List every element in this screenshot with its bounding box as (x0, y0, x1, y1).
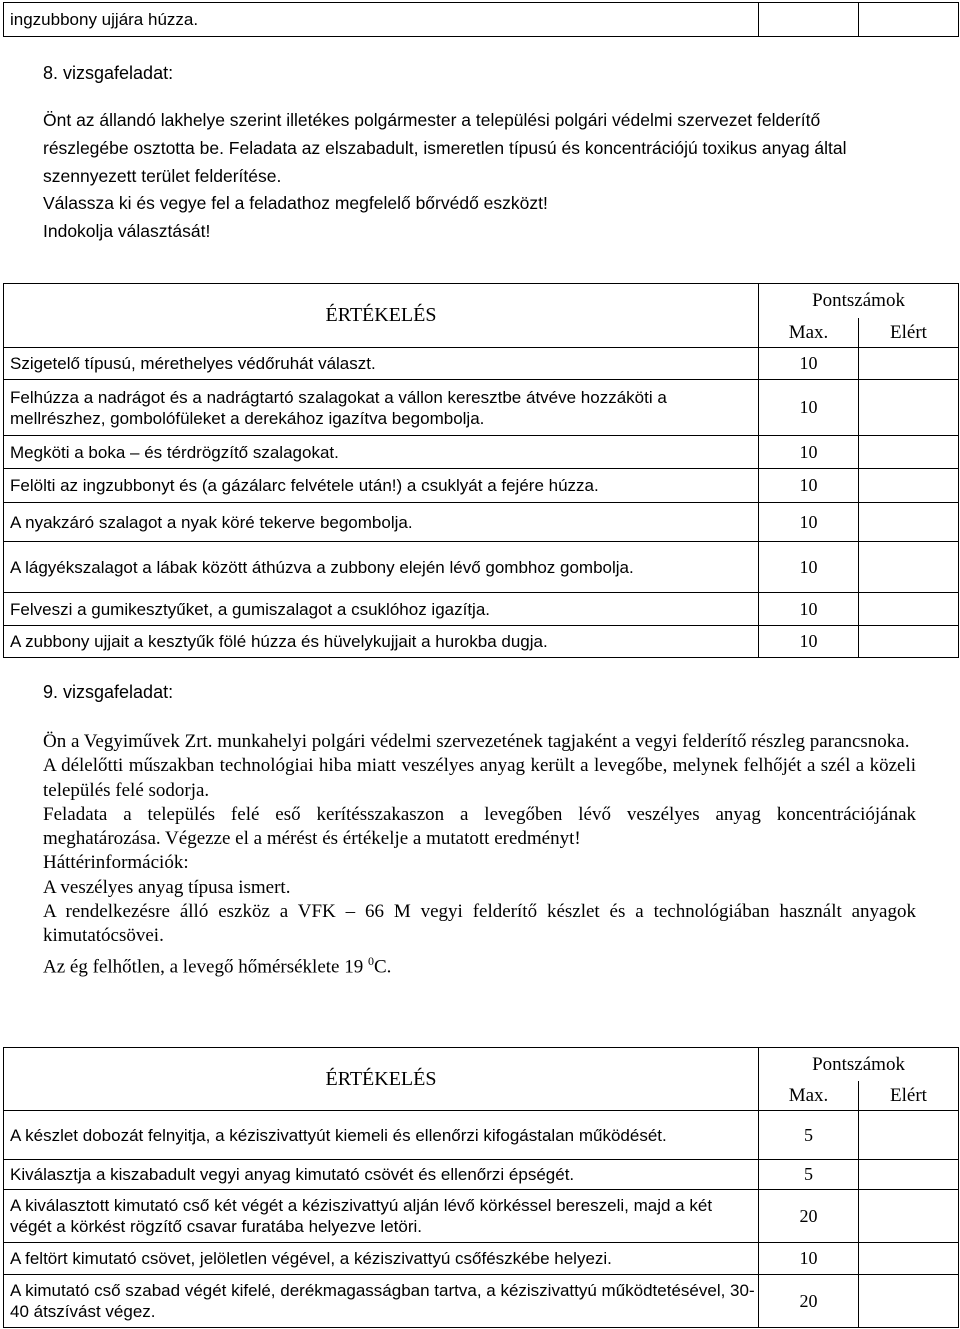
task9-paragraph: A veszélyes anyag típusa ismert. (43, 876, 291, 898)
criterion-max: 20 (759, 1190, 859, 1243)
task9-paragraph: Háttérinformációk: (43, 852, 189, 874)
task8-line: Önt az állandó lakhelye szerint illetékes polgármester a települési polgári védelmi szervezet felderítő (43, 110, 821, 130)
criterion-max: 10 (759, 503, 859, 542)
weather-unit: C. (374, 956, 392, 977)
criterion-text: Megköti a boka – és térdrögzítő szalagokat. (4, 436, 759, 469)
criterion-max: 10 (759, 1243, 859, 1275)
criterion-max: 5 (759, 1111, 859, 1160)
achieved-header: Elért (859, 1081, 959, 1111)
criterion-achieved (859, 348, 959, 380)
criterion-text: A lágyékszalagot a lábak között áthúzva a zubbony elején lévő gombhoz gombolja. (4, 542, 759, 593)
task8-line: szennyezett terület felderítése. (43, 166, 282, 186)
weather-text: Az ég felhőtlen, a levegő hőmérséklete 19 (43, 956, 368, 977)
criterion-achieved (859, 626, 959, 658)
criterion-text: A készlet dobozát felnyitja, a kéziszivattyút kiemeli és ellenőrzi kifogástalan működését. (4, 1111, 759, 1160)
task9-paragraph: A délelőtti műszakban technológiai hiba miatt veszélyes anyag került a levegőbe, melynek felhőjét a szél a közeli település felé sodorja. (43, 755, 916, 801)
task9-body (43, 730, 916, 979)
criterion-max: 10 (759, 380, 859, 436)
top-row-max (759, 3, 859, 37)
max-header: Max. (759, 318, 859, 348)
criterion-achieved (859, 380, 959, 436)
criterion-max: 10 (759, 436, 859, 469)
evaluation-header: ÉRTÉKELÉS (4, 284, 759, 348)
task9-paragraph: Feladata a település felé eső kerítésszakaszon a levegőben lévő veszélyes anyag koncentrációjának meghatározása. Végezze el a mérést és értékelje a mutatott eredményt! (43, 803, 916, 850)
criterion-text: A kimutató cső szabad végét kifelé, derékmagasságban tartva, a kéziszivattyú működtetésével, 30-40 átszívást végez. (4, 1275, 759, 1328)
criterion-max: 5 (759, 1160, 859, 1190)
criterion-achieved (859, 436, 959, 469)
task8-title: 8. vizsgafeladat: (43, 63, 174, 83)
task9-paragraph: A rendelkezésre álló eszköz a VFK – 66 M vegyi felderítő készlet és a technológiában használt anyagok kimutatócsövei. (43, 901, 916, 947)
top-row-text: ingzubbony ujjára húzza. (4, 3, 759, 37)
criterion-text: A zubbony ujjait a kesztyűk fölé húzza és hüvelykujjait a hurokba dugja. (4, 626, 759, 658)
evaluation-table-8 (3, 283, 959, 658)
criterion-text: A feltört kimutató csövet, jelöletlen végével, a kéziszivattyú csőfészkébe helyezi. (4, 1243, 759, 1275)
achieved-header: Elért (859, 318, 959, 348)
criterion-max: 10 (759, 469, 859, 503)
criterion-achieved (859, 1111, 959, 1160)
evaluation-header: ÉRTÉKELÉS (4, 1048, 759, 1111)
criterion-achieved (859, 1160, 959, 1190)
task8-body (43, 107, 916, 246)
criterion-text: Felveszi a gumikesztyűket, a gumiszalagot a csuklóhoz igazítja. (4, 593, 759, 626)
criterion-achieved (859, 542, 959, 593)
task9-title: 9. vizsgafeladat: (43, 682, 174, 702)
criterion-text: A kiválasztott kimutató cső két végét a kéziszivattyú alján lévő körkéssel bereszeli, majd a két végét a körkést rögzítő csavar furatába helyezve letöri. (4, 1190, 759, 1243)
criterion-max: 10 (759, 626, 859, 658)
points-header: Pontszámok (759, 1048, 959, 1081)
top-row-table (3, 2, 959, 37)
criterion-max: 10 (759, 542, 859, 593)
criterion-achieved (859, 503, 959, 542)
criterion-max: 10 (759, 593, 859, 626)
criterion-achieved (859, 1275, 959, 1328)
task9-paragraph: Ön a Vegyiművek Zrt. munkahelyi polgári védelmi szervezetének tagjaként a vegyi felderítő részleg parancsnoka. (43, 731, 910, 752)
evaluation-table-9 (3, 1047, 959, 1328)
task8-line: Válassza ki és vegye fel a feladathoz megfelelő bőrvédő eszközt! (43, 193, 548, 213)
criterion-max: 20 (759, 1275, 859, 1328)
task9-last-line (43, 949, 916, 980)
criterion-text: Felölti az ingzubbonyt és (a gázálarc felvétele után!) a csuklyát a fejére húzza. (4, 469, 759, 503)
criterion-achieved (859, 593, 959, 626)
task8-line: Indokolja választását! (43, 221, 211, 241)
criterion-achieved (859, 469, 959, 503)
criterion-max: 10 (759, 348, 859, 380)
criterion-text: Szigetelő típusú, mérethelyes védőruhát választ. (4, 348, 759, 380)
points-header: Pontszámok (759, 284, 959, 318)
criterion-achieved (859, 1190, 959, 1243)
task8-line: részlegébe osztotta be. Feladata az elszabadult, ismeretlen típusú és koncentrációjú toxikus anyag által (43, 138, 847, 158)
max-header: Max. (759, 1081, 859, 1111)
criterion-text: A nyakzáró szalagot a nyak köré tekerve begombolja. (4, 503, 759, 542)
degree-sup: 0 (368, 953, 374, 968)
criterion-text: Kiválasztja a kiszabadult vegyi anyag kimutató csövét és ellenőrzi épségét. (4, 1160, 759, 1190)
top-row-achieved (859, 3, 959, 37)
criterion-text: Felhúzza a nadrágot és a nadrágtartó szalagokat a vállon keresztbe átvéve hozzáköti a mellrészhez, gombolófüleket a derekához igazítva begombolja. (4, 380, 759, 436)
criterion-achieved (859, 1243, 959, 1275)
